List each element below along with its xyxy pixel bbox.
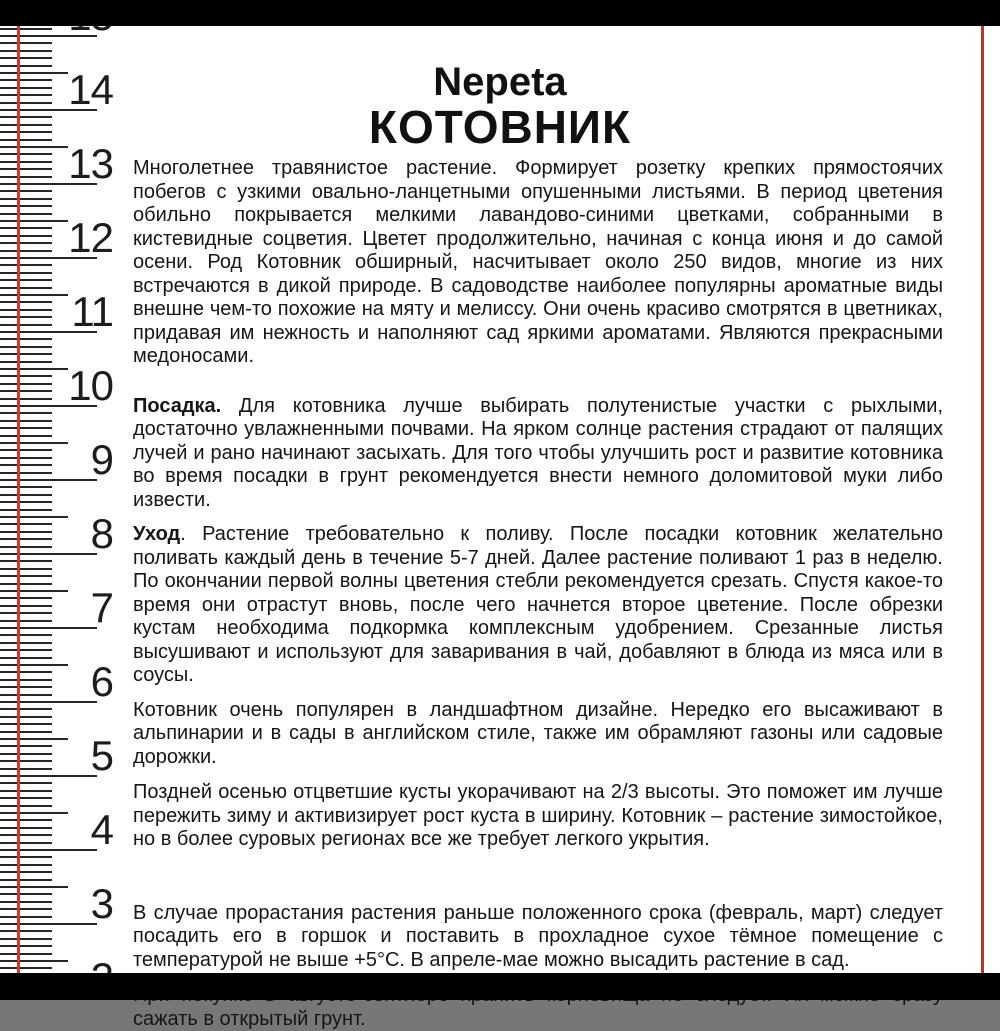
ruler-tick-mm xyxy=(0,790,52,792)
ruler-tick-mm xyxy=(0,361,52,363)
ruler-tick-mm xyxy=(0,819,52,821)
ruler-tick-mm xyxy=(0,457,52,459)
ruler-tick-mm xyxy=(0,575,52,577)
ruler-tick-mm xyxy=(0,198,52,200)
ruler-tick-mm xyxy=(0,213,52,215)
ruler-tick-mm xyxy=(0,960,68,962)
section-label: Уход xyxy=(133,523,181,545)
paragraph-text: . Растение требовательно к поливу. После посадки котовник желательно поливать каждый день в течение 5-7 дней. Далее растение поливают 1 раз в неделю. По окончании первой волны цветения стебли рекомендуется срезать. Спустя какое-то время они отрастут вновь, после чего начнется второе цветение. После обрезки кустам необходима подкормка комплексным удобрением. Срезанные листья высушивают и используют для заваривания в чай, добавляют в блюда из мяса или в соусы. xyxy=(133,523,943,686)
ruler-number-10: 10 xyxy=(68,362,113,409)
ruler-tick-mm xyxy=(0,642,52,644)
ruler-tick-mm xyxy=(0,531,52,533)
top-black-bar xyxy=(0,0,1000,26)
paragraph xyxy=(133,902,943,973)
ruler-tick-mm xyxy=(0,605,52,607)
ruler-tick-mm xyxy=(0,686,52,688)
ruler-tick-mm xyxy=(0,353,52,355)
ruler-tick-mm xyxy=(0,42,52,44)
paragraph xyxy=(133,523,943,688)
ruler-tick-mm xyxy=(0,161,52,163)
ruler-tick-mm xyxy=(0,338,52,340)
ruler-number-14: 14 xyxy=(68,66,113,113)
ruler-tick-mm xyxy=(0,242,52,244)
ruler-tick-mm xyxy=(0,694,52,696)
ruler-number-6: 6 xyxy=(90,658,113,705)
ruler-tick-mm xyxy=(0,916,52,918)
ruler-tick-mm xyxy=(0,494,52,496)
ruler-tick-cm xyxy=(0,479,97,481)
ruler-tick-mm xyxy=(0,449,52,451)
ruler-tick-mm xyxy=(0,842,52,844)
ruler-tick-mm xyxy=(0,760,52,762)
ruler-tick-mm xyxy=(0,716,52,718)
ruler-tick-mm xyxy=(0,657,52,659)
ruler-tick-mm xyxy=(0,346,52,348)
ruler-tick-mm xyxy=(0,731,52,733)
paragraph-text: Для котовника лучше выбирать полутенистые участки с рыхлыми, достаточно увлажненными почвами. На ярком солнце растения страдают от палящих лучей и рано начинают засыхать. Для того чтобы улучшить рост и развитие котовника во время посадки в грунт рекомендуется внести немного доломитовой муки либо извести. xyxy=(133,394,943,511)
ruler-tick-mm xyxy=(0,649,52,651)
ruler-tick-mm xyxy=(0,472,52,474)
ruler-tick-mm xyxy=(0,671,52,673)
ruler-tick-mm xyxy=(0,57,52,59)
ruler-tick-mm xyxy=(0,316,52,318)
ruler-tick-mm xyxy=(0,901,52,903)
ruler-tick-mm xyxy=(0,383,52,385)
ruler-tick-mm xyxy=(0,287,52,289)
ruler-tick-mm xyxy=(0,871,52,873)
ruler-tick-mm xyxy=(0,597,52,599)
ruler-tick-mm xyxy=(0,583,52,585)
ruler-tick-mm xyxy=(0,590,68,592)
ruler-tick-mm xyxy=(0,620,52,622)
ruler-tick-mm xyxy=(0,723,52,725)
ruler xyxy=(0,0,135,1000)
ruler-tick-mm xyxy=(0,205,52,207)
ruler-number-3: 3 xyxy=(90,880,113,927)
ruler-tick-mm xyxy=(0,908,52,910)
ruler-tick-mm xyxy=(0,250,52,252)
ruler-tick-mm xyxy=(0,227,52,229)
ruler-tick-mm xyxy=(0,708,52,710)
ruler-tick-mm xyxy=(0,176,52,178)
paragraph-text: Поздней осенью отцветшие кусты укорачивают на 2/3 высоты. Это поможет им лучше пережить зиму и активизирует рост куста в ширину. Котовник – растение зимостойкое, но в более суровых регионах все же требует легкого укрытия. xyxy=(133,781,943,850)
ruler-tick-mm xyxy=(0,398,52,400)
paragraph xyxy=(133,699,943,770)
ruler-number-9: 9 xyxy=(90,436,113,483)
ruler-tick-mm xyxy=(0,420,52,422)
paragraph-text: В случае прорастания растения раньше положенного срока (февраль, март) следует посадить его в горшок и поставить в прохладное сухое тёмное помещение с температурой не выше +5°С. В апреле-мае можно высадить растение в сад. xyxy=(133,901,943,971)
ruler-tick-mm xyxy=(0,753,52,755)
ruler-tick-mm xyxy=(0,509,52,511)
ruler-tick-mm xyxy=(0,442,68,444)
ruler-number-5: 5 xyxy=(90,732,113,779)
ruler-tick-mm xyxy=(0,279,52,281)
ruler-tick-mm xyxy=(0,516,68,518)
ruler-tick-mm xyxy=(0,768,52,770)
ruler-tick-cm xyxy=(0,849,97,851)
ruler-tick-mm xyxy=(0,738,68,740)
ruler-tick-mm xyxy=(0,664,68,666)
ruler-tick-mm xyxy=(0,612,52,614)
ruler-tick-cm xyxy=(0,701,97,703)
ruler-tick-mm xyxy=(0,301,52,303)
ruler-tick-mm xyxy=(0,427,52,429)
section-label: Посадка. xyxy=(133,394,222,417)
ruler-tick-mm xyxy=(0,938,52,940)
ruler-tick-mm xyxy=(0,264,52,266)
ruler-number-12: 12 xyxy=(68,214,113,261)
ruler-tick-mm xyxy=(0,879,52,881)
ruler-tick-mm xyxy=(0,220,68,222)
plant-description-text xyxy=(133,157,943,1031)
ruler-tick-mm xyxy=(0,28,52,30)
ruler-tick-mm xyxy=(0,50,52,52)
paragraph-text: сажать в открытый грунт. xyxy=(133,1007,366,1030)
ruler-tick-mm xyxy=(0,893,52,895)
paragraph-text: Котовник очень популярен в ландшафтном дизайне. Нередко его высаживают в альпинарии и в сады в английском стиле, также им обрамляют газоны или садовые дорожки. xyxy=(133,698,943,768)
ruler-tick-mm xyxy=(0,538,52,540)
paragraph xyxy=(133,395,943,513)
ruler-tick-mm xyxy=(0,390,52,392)
bottom-black-bar xyxy=(0,973,1000,1000)
ruler-tick-cm xyxy=(0,923,97,925)
ruler-tick-mm xyxy=(0,168,52,170)
latin-plant-name: Nepeta xyxy=(433,60,567,104)
ruler-tick-mm xyxy=(0,930,52,932)
ruler-number-13: 13 xyxy=(68,140,113,187)
ruler-tick-mm xyxy=(0,523,52,525)
ruler-tick-mm xyxy=(0,827,52,829)
ruler-tick-mm xyxy=(0,435,52,437)
ruler-number-4: 4 xyxy=(90,806,113,853)
ruler-tick-mm xyxy=(0,864,52,866)
ruler-tick-mm xyxy=(0,945,52,947)
ruler-tick-mm xyxy=(0,568,52,570)
ruler-tick-mm xyxy=(0,412,52,414)
ruler-tick-mm xyxy=(0,272,52,274)
ruler-tick-mm xyxy=(0,797,52,799)
paragraph xyxy=(133,157,943,369)
ruler-tick-mm xyxy=(0,546,52,548)
ruler-tick-mm xyxy=(0,812,68,814)
ruler-number-7: 7 xyxy=(90,584,113,631)
ruler-tick-mm xyxy=(0,679,52,681)
ruler-tick-mm xyxy=(0,953,52,955)
ruler-tick-mm xyxy=(0,486,52,488)
ruler-tick-mm xyxy=(0,190,52,192)
ruler-tick-cm xyxy=(0,553,97,555)
ruler-red-line xyxy=(17,26,20,973)
ruler-number-8: 8 xyxy=(90,510,113,557)
ruler-number-11: 11 xyxy=(71,288,113,335)
ruler-tick-mm xyxy=(0,153,52,155)
ruler-tick-mm xyxy=(0,560,52,562)
ruler-tick-mm xyxy=(0,834,52,836)
ruler-tick-mm xyxy=(0,324,52,326)
paragraph-text: Многолетнее травянистое растение. Формирует розетку крепких прямостоячих побегов с узкими овально-ланцетными опушенными листьями. В период цветения обильно покрывается мелкими лавандово-синими цветками, собранными в кистевидные соцветия. Цветет продолжительно, начиная с конца июня и до самой осени. Род Котовник обширный, насчитывает около 250 видов, многие из них встречаются в дикой природе. В садоводстве наиболее популярны ароматные виды внешне чем-то похожие на мяту и мелиссу. Они очень красиво смотрятся в цветниках, придавая им нежность и наполняют сад яркими ароматами. Являются прекрасными медоносами. xyxy=(133,157,943,367)
ruler-tick-mm xyxy=(0,501,52,503)
ruler-tick-mm xyxy=(0,745,52,747)
ruler-tick-mm xyxy=(0,368,68,370)
ruler-tick-mm xyxy=(0,886,68,888)
ruler-tick-mm xyxy=(0,235,52,237)
ruler-tick-mm xyxy=(0,634,52,636)
ruler-tick-mm xyxy=(0,805,52,807)
right-margin-red-line xyxy=(981,26,984,973)
ruler-tick-mm xyxy=(0,967,52,969)
paragraph xyxy=(133,781,943,852)
russian-plant-name: КОТОВНИК xyxy=(368,101,632,153)
ruler-tick-mm xyxy=(0,782,52,784)
ruler-tick-mm xyxy=(0,856,52,858)
ruler-tick-mm xyxy=(0,294,68,296)
ruler-tick-cm xyxy=(0,775,97,777)
ruler-tick-mm xyxy=(0,464,52,466)
ruler-tick-mm xyxy=(0,375,52,377)
ruler-tick-mm xyxy=(0,309,52,311)
ruler-tick-cm xyxy=(0,627,97,629)
